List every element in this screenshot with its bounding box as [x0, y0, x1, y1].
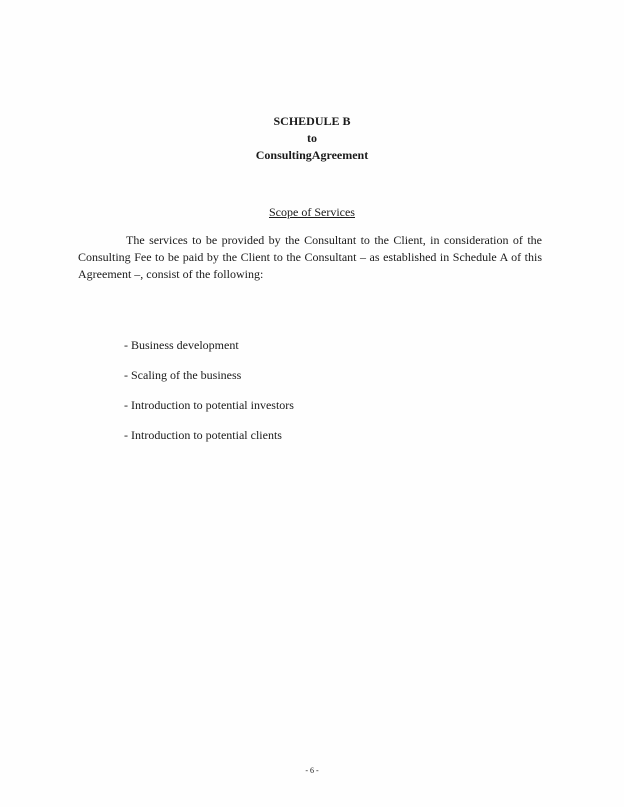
page-number: - 6 - [305, 766, 319, 775]
service-item: - Introduction to potential investors [124, 398, 294, 412]
service-item: - Scaling of the business [124, 368, 242, 382]
section-title: Scope of Services [269, 205, 355, 219]
service-item: - Introduction to potential clients [124, 428, 282, 442]
agreement-title: ConsultingAgreement [255, 148, 369, 162]
schedule-title: SCHEDULE B [273, 114, 351, 128]
schedule-subtitle-to: to [307, 131, 317, 145]
intro-paragraph: The services to be provided by the Consultant to the Client, in consideration of the Consulting Fee to be paid by the Client to the Consultant – as established in Schedule A of this Agreement –, consist of the following: [78, 233, 542, 281]
service-item: - Business development [124, 338, 239, 352]
